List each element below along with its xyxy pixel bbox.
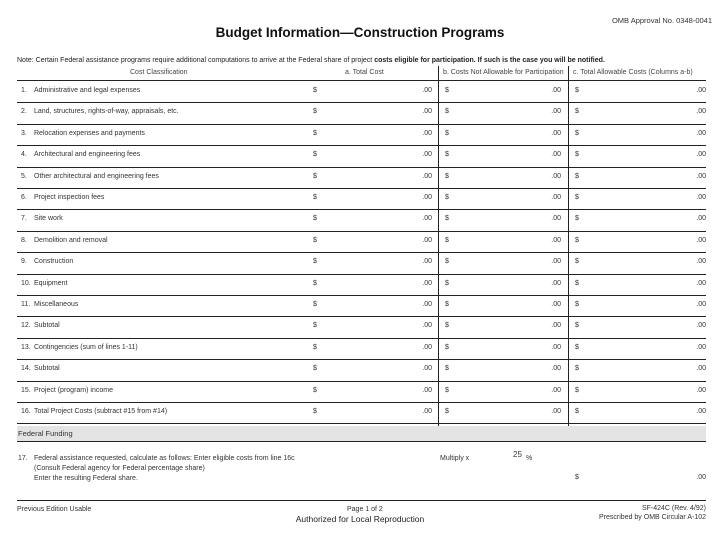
not-allowable-value[interactable]: .00 [551,129,561,137]
currency-c: $ [575,172,579,180]
table-row [17,167,706,189]
allowable-value[interactable]: .00 [696,279,706,287]
not-allowable-value[interactable]: .00 [551,194,561,201]
currency-c: $ [575,279,579,287]
line-label: Relocation expenses and payments [34,129,145,137]
table-row [17,145,706,167]
footer-rule [17,500,706,501]
line-number: 13. [21,343,31,351]
currency-b: $ [445,301,449,308]
currency-a: $ [313,258,317,266]
federal-share-value[interactable]: .00 [696,474,706,481]
currency-b: $ [445,279,449,287]
allowable-value[interactable]: .00 [696,322,706,330]
not-allowable-value[interactable]: .00 [551,301,561,308]
federal-funding-heading: Federal Funding [18,429,73,438]
table-row [17,402,706,424]
total-cost-value[interactable]: .00 [422,215,432,223]
currency-a: $ [313,129,317,137]
currency-b: $ [445,151,449,159]
not-allowable-value[interactable]: .00 [551,386,561,394]
currency-a: $ [313,236,317,244]
currency-b: $ [445,236,449,244]
currency-c: $ [575,386,579,394]
not-allowable-value[interactable]: .00 [551,108,561,116]
table-row [17,381,706,403]
line-number: 5. [21,172,27,180]
currency-a: $ [313,343,317,351]
currency-a: $ [313,301,317,308]
currency-c: $ [575,129,579,137]
total-cost-value[interactable]: .00 [422,386,432,394]
allowable-value[interactable]: .00 [696,108,706,116]
footer-prescribed: Prescribed by OMB Circular A-102 [599,514,706,521]
line-number: 9. [21,258,27,266]
total-cost-value[interactable]: .00 [422,301,432,308]
column-header-not-allowable: b. Costs Not Allowable for Participation [443,69,564,76]
total-cost-value[interactable]: .00 [422,322,432,330]
not-allowable-value[interactable]: .00 [551,343,561,351]
allowable-value[interactable]: .00 [696,236,706,244]
currency-a: $ [313,408,317,415]
currency-c: $ [575,343,579,351]
footer-form-id: SF-424C (Rev. 4/92) [641,505,706,512]
line-label: Land, structures, rights-of-way, appraisals, etc. [34,108,179,116]
currency-b: $ [445,408,449,415]
currency-c: $ [575,408,579,415]
table-row [17,102,706,124]
omb-approval-number: OMB Approval No. 0348-0041 [611,16,712,25]
table-row [17,274,706,296]
not-allowable-value[interactable]: .00 [551,408,561,415]
currency-c: $ [575,322,579,330]
currency-b: $ [445,194,449,201]
column-header-classification: Cost Classification [130,69,188,76]
line-number: 16. [21,408,31,415]
total-cost-value[interactable]: .00 [422,129,432,137]
table-row [17,231,706,253]
note [17,57,605,64]
currency-c: $ [575,236,579,244]
line-label: Site work [34,215,63,223]
currency-b: $ [445,215,449,223]
allowable-value[interactable]: .00 [696,215,706,223]
footer-authorized: Authorized for Local Reproduction [295,514,425,524]
currency-a: $ [313,215,317,223]
currency-b: $ [445,172,449,180]
allowable-value[interactable]: .00 [696,258,706,266]
line-label: Project inspection fees [34,194,105,201]
currency-c: $ [575,194,579,201]
multiply-label: Multiply x [440,455,470,462]
currency-b: $ [445,108,449,116]
note-bold-text: costs eligible for participation. If such is the case you will be notified. [374,57,605,64]
currency-c: $ [575,151,579,159]
total-cost-value[interactable]: .00 [422,87,432,94]
allowable-value[interactable]: .00 [696,386,706,394]
total-cost-value[interactable]: .00 [422,343,432,351]
line-label: Equipment [34,279,68,287]
table-row [17,188,706,210]
not-allowable-value[interactable]: .00 [551,322,561,330]
total-cost-value[interactable]: .00 [422,365,432,373]
not-allowable-value[interactable]: .00 [551,151,561,159]
total-cost-value[interactable]: .00 [422,279,432,287]
column-header-total-cost: a. Total Cost [345,69,384,76]
allowable-value[interactable]: .00 [696,365,706,373]
line-number: 7. [21,215,27,223]
line-label: Demolition and removal [34,236,108,244]
line-label: Project (program) income [34,386,113,394]
line-label: Architectural and engineering fees [34,151,141,159]
line-number: 4. [21,151,27,159]
currency-b: $ [445,258,449,266]
federal-share-currency: $ [575,474,579,481]
footer-page-number: Page 1 of 2 [347,506,383,513]
allowable-value[interactable]: .00 [696,87,706,94]
page-title: Budget Information—Construction Programs [215,25,505,40]
currency-c: $ [575,258,579,266]
line-label: Subtotal [34,365,60,373]
currency-b: $ [445,87,449,94]
note-text: Note: Certain Federal assistance programs require additional computations to arrive at the Federal share of project [17,57,375,64]
table-row [17,338,706,360]
line-number: 6. [21,194,27,201]
currency-a: $ [313,386,317,394]
currency-a: $ [313,151,317,159]
line-label: Other architectural and engineering fees [34,172,159,180]
not-allowable-value[interactable]: .00 [551,365,561,373]
line-number: 3. [21,129,27,137]
currency-a: $ [313,87,317,94]
line-label: Subtotal [34,322,60,330]
federal-funding-band [17,426,706,442]
allowable-value[interactable]: .00 [696,408,706,415]
currency-a: $ [313,172,317,180]
allowable-value[interactable]: .00 [696,172,706,180]
line-label: Miscellaneous [34,301,79,308]
line-label: Administrative and legal expenses [34,87,141,94]
table-row [17,359,706,381]
column-header-allowable: c. Total Allowable Costs (Columns a-b) [573,69,693,76]
total-cost-value[interactable]: .00 [422,258,432,266]
allowable-value[interactable]: .00 [696,194,706,201]
not-allowable-value[interactable]: .00 [551,87,561,94]
footer-previous-edition: Previous Edition Usable [17,506,92,513]
line-number: 15. [21,386,31,394]
not-allowable-value[interactable]: .00 [551,172,561,180]
table-row [17,295,706,317]
currency-b: $ [445,129,449,137]
total-cost-value[interactable]: .00 [422,172,432,180]
total-cost-value[interactable]: .00 [422,194,432,201]
line-label: Total Project Costs (subtract #15 from #14) [34,408,168,415]
line-number: 14. [21,365,31,373]
line-number: 1. [21,87,27,94]
not-allowable-value[interactable]: .00 [551,258,561,266]
currency-c: $ [575,301,579,308]
table-row [17,81,706,103]
allowable-value[interactable]: .00 [696,301,706,308]
federal-percentage-field[interactable]: 25 [513,450,522,459]
line17-number: 17. [18,455,28,462]
total-cost-value[interactable]: .00 [422,408,432,415]
percent-sign: % [526,455,533,462]
line17-enter: Enter the resulting Federal share. [34,475,138,482]
currency-a: $ [313,365,317,373]
allowable-value[interactable]: .00 [696,151,706,159]
currency-a: $ [313,322,317,330]
line-label: Contingencies (sum of lines 1-11) [34,343,138,351]
line-number: 2. [21,108,27,116]
allowable-value[interactable]: .00 [696,343,706,351]
table-row [17,209,706,231]
line-number: 11. [21,301,31,308]
currency-b: $ [445,386,449,394]
not-allowable-value[interactable]: .00 [551,279,561,287]
line-number: 10. [21,279,31,287]
allowable-value[interactable]: .00 [696,129,706,137]
not-allowable-value[interactable]: .00 [551,236,561,244]
line-number: 12. [21,322,31,330]
table-row [17,252,706,274]
currency-b: $ [445,322,449,330]
currency-b: $ [445,343,449,351]
line-label: Construction [34,258,74,266]
total-cost-value[interactable]: .00 [422,108,432,116]
currency-c: $ [575,365,579,373]
table-row [17,124,706,146]
total-cost-value[interactable]: .00 [422,151,432,159]
table-row [17,316,706,338]
line-number: 8. [21,236,27,244]
currency-a: $ [313,108,317,116]
total-cost-value[interactable]: .00 [422,236,432,244]
currency-c: $ [575,215,579,223]
not-allowable-value[interactable]: .00 [551,215,561,223]
line17-consult: (Consult Federal agency for Federal percentage share) [34,465,205,472]
currency-c: $ [575,87,579,94]
currency-a: $ [313,279,317,287]
currency-a: $ [313,194,317,201]
line17-text: Federal assistance requested, calculate as follows: Enter eligible costs from line 16c [34,455,295,462]
currency-b: $ [445,365,449,373]
currency-c: $ [575,108,579,116]
